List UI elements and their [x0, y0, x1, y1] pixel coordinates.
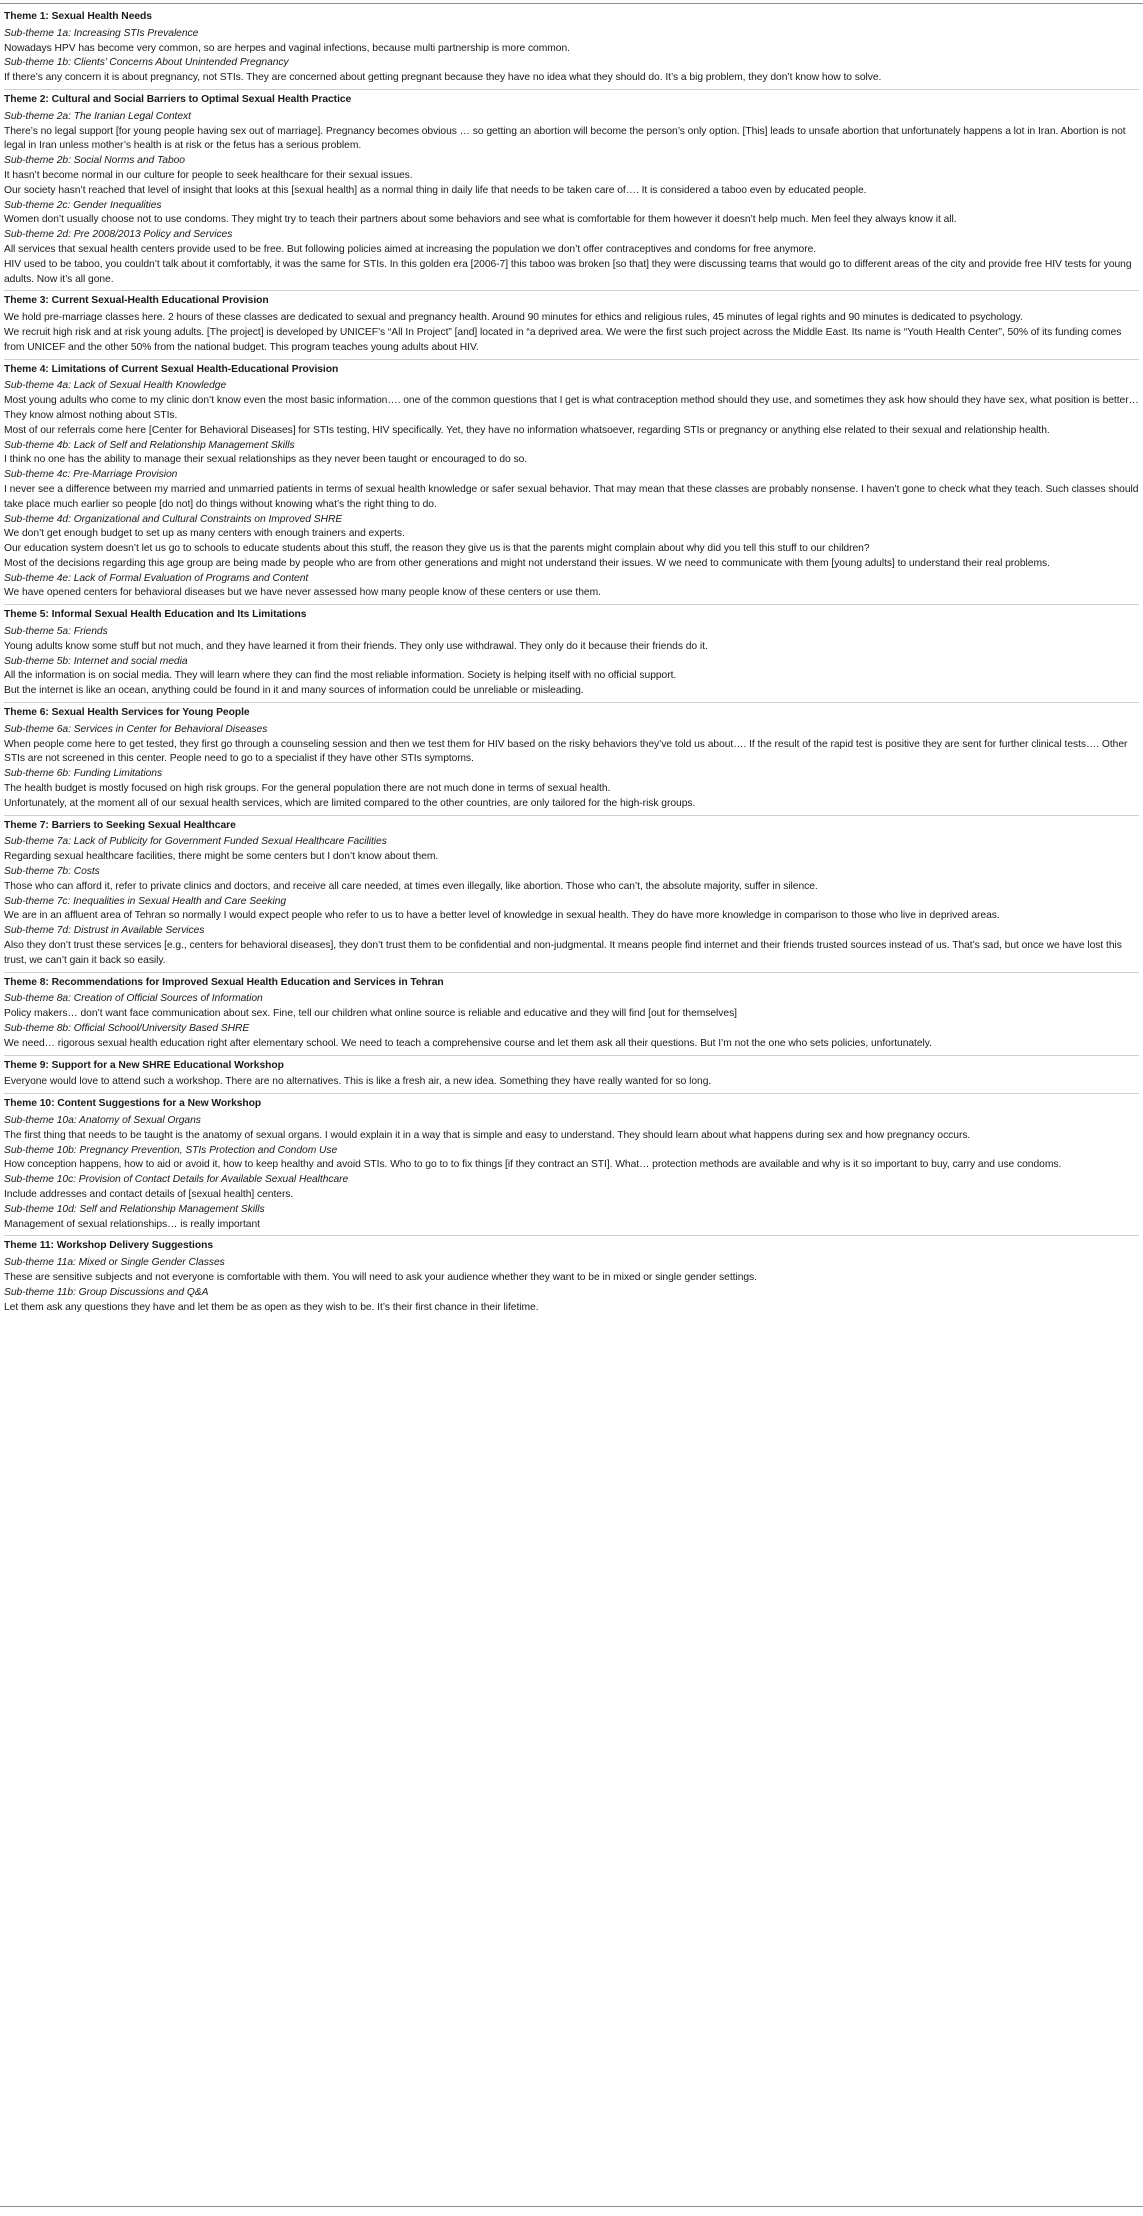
subtheme-heading: Sub-theme 10c: Provision of Contact Details for Available Sexual Healthcare — [4, 1174, 349, 1186]
subtheme-heading: Sub-theme 6b: Funding Limitations — [4, 768, 163, 780]
subtheme-heading: Sub-theme 2c: Gender Inequalities — [4, 199, 162, 211]
quote-text: How conception happens, how to aid or avoid it, how to keep healthy and avoid STIs. Who to go to to fix things [if they contract an STI]. What… protection methods are available and why is it so important to buy, carry and use condoms. — [4, 1159, 1062, 1171]
quote-text: Our society hasn’t reached that level of insight that looks at this [sexual health] as a normal thing in daily life that needs to be taken care of…. It is considered a taboo even by educated people. — [4, 184, 867, 196]
subtheme-heading: Sub-theme 10a: Anatomy of Sexual Organs — [4, 1114, 201, 1126]
quote-text: Everyone would love to attend such a workshop. There are no alternatives. This is like a fresh air, a new idea. Something they have really wanted for so long. — [4, 1076, 712, 1088]
subtheme-heading: Sub-theme 10b: Pregnancy Prevention, STIs Protection and Condom Use — [4, 1144, 338, 1156]
table-bottom-rule — [0, 2206, 1143, 2207]
subtheme-heading: Sub-theme 5a: Friends — [4, 626, 108, 638]
quote-text: Those who can afford it, refer to private clinics and doctors, and receive all care needed, at times even illegally, like abortion. Those who can’t, the absolute majority, suffer in silence. — [4, 880, 818, 892]
quote-text: Unfortunately, at the moment all of our sexual health services, which are limited compared to the other countries, are only tailored for the high-risk groups. — [4, 797, 696, 809]
quote-text: HIV used to be taboo, you couldn’t talk about it comfortably, it was the same for STIs. In this golden era [2006-7] this taboo was broken [so that] they were discussing teams that would go to different areas of the city and provide free HIV tests for young adults. Now it’s all gone. — [4, 258, 1132, 285]
subtheme-heading: Sub-theme 1a: Increasing STIs Prevalence — [4, 27, 199, 39]
subtheme-heading: Sub-theme 2d: Pre 2008/2013 Policy and Services — [4, 229, 233, 241]
quote-text: We don’t get enough budget to set up as many centers with enough trainers and experts. — [4, 528, 405, 540]
subtheme-heading: Sub-theme 1b: Clients’ Concerns About Unintended Pregnancy — [4, 57, 289, 69]
theme-section — [4, 1059, 1139, 1095]
subtheme-heading: Sub-theme 11b: Group Discussions and Q&A — [4, 1286, 209, 1298]
subtheme-heading: Sub-theme 6a: Services in Center for Behavioral Diseases — [4, 723, 268, 735]
subtheme-heading: Sub-theme 11a: Mixed or Single Gender Classes — [4, 1257, 225, 1269]
theme-section — [4, 10, 1139, 90]
quote-text: Let them ask any questions they have and let them be as open as they wish to be. It’s their first chance in their lifetime. — [4, 1301, 539, 1313]
theme-section — [4, 706, 1139, 816]
subtheme-heading: Sub-theme 7c: Inequalities in Sexual Health and Care Seeking — [4, 895, 287, 907]
subtheme-heading: Sub-theme 4d: Organizational and Cultural Constraints on Improved SHRE — [4, 513, 343, 525]
theme-heading: Theme 4: Limitations of Current Sexual Health-Educational Provision — [4, 363, 339, 375]
quote-text: Most of the decisions regarding this age group are being made by people who are from other generations and might not understand their issues. W we need to communicate with them [young adults] to understand their real problems. — [4, 557, 1050, 569]
theme-heading: Theme 5: Informal Sexual Health Education and Its Limitations — [4, 609, 307, 621]
quote-text: All the information is on social media. They will learn where they can find the most reliable information. Society is helping itself with no official support. — [4, 670, 677, 682]
quote-text: Also they don’t trust these services [e.g., centers for behavioral diseases], they don’t trust them to be confidential and non-judgmental. It means people find internet and their friends trusted sources instead of us. That’s sad, but once we have lost this trust, we can’t gain it back so easily. — [4, 940, 1122, 966]
subtheme-heading: Sub-theme 2b: Social Norms and Taboo — [4, 155, 185, 167]
quote-text: We need… rigorous sexual health education right after elementary school. We need to teach a comprehensive course and let them ask all their questions. But I’m not the one who sets policies, unfortunately. — [4, 1037, 932, 1049]
quote-text: Women don’t usually choose not to use condoms. They might try to teach their partners about some behaviors and see what is comfortable for them however it doesn’t help much. Men feel they always know it all. — [4, 214, 957, 226]
theme-section — [4, 608, 1139, 703]
theme-section — [4, 976, 1139, 1056]
quote-text: But the internet is like an ocean, anything could be found in it and many sources of information could be unreliable or misleading. — [4, 685, 584, 697]
quote-text: All services that sexual health centers provide used to be free. But following policies aimed at increasing the population we don’t offer contraceptives and condoms for free anymore. — [4, 243, 817, 255]
theme-heading: Theme 1: Sexual Health Needs — [4, 11, 152, 22]
quote-text: There’s no legal support [for young people having sex out of marriage]. Pregnancy becomes obvious … so getting an abortion will become the person’s only option. [This] leads to unsafe abortion that unfortunately happens a lot in Iran. Abortion is not legal in Iran unless mother’s health is at risk or the fetus has a serious problem. — [4, 125, 1126, 152]
quote-text: I never see a difference between my married and unmarried patients in terms of sexual health knowledge or safer sexual behavior. That may mean that these classes are probably nonsense. I haven’t gone to check what they teach. Such classes should take place much earlier so people [do not] do things without knowing what’s the right thing to do. — [4, 483, 1139, 510]
subtheme-heading: Sub-theme 2a: The Iranian Legal Context — [4, 110, 191, 122]
quote-text: Nowadays HPV has become very common, so are herpes and vaginal infections, because multi partnership is more common. — [4, 42, 570, 54]
quote-text: Include addresses and contact details of [sexual health] centers. — [4, 1188, 294, 1200]
quote-text: Management of sexual relationships… is really important — [4, 1218, 260, 1230]
theme-section — [4, 1097, 1139, 1236]
subtheme-heading: Sub-theme 4a: Lack of Sexual Health Knowledge — [4, 380, 227, 392]
quote-text: When people come here to get tested, they first go through a counseling session and then we test them for HIV based on the risky behaviors they’ve told us about…. If the result of the rapid test is positive they are sent for further clinical tests…. Other STIs are not screened in this center. People need to go to a specialist if they have other STIs symptoms. — [4, 738, 1128, 765]
subtheme-heading: Sub-theme 4e: Lack of Formal Evaluation of Programs and Content — [4, 572, 309, 584]
subtheme-heading: Sub-theme 10d: Self and Relationship Management Skills — [4, 1203, 265, 1215]
quote-text: We are in an affluent area of Tehran so normally I would expect people who refer to us to have a better level of knowledge in sexual health. They do have more knowledge in comparison to those who live in deprived areas. — [4, 910, 1000, 922]
theme-section — [4, 294, 1139, 359]
theme-section — [4, 363, 1139, 606]
quote-text: We hold pre-marriage classes here. 2 hours of these classes are dedicated to sexual and pregnancy health. Around 90 minutes for ethics and religious rules, 45 minutes of legal rights and 90 minutes is dedicated to psychology. — [4, 312, 1023, 324]
quote-text: Most of our referrals come here [Center for Behavioral Diseases] for STIs testing, HIV specifically. Yet, they have no information whatsoever, regarding STIs or pregnancy or anything else related to their sexual and relationship health. — [4, 424, 1050, 436]
subtheme-heading: Sub-theme 7b: Costs — [4, 866, 100, 878]
quote-text: Most young adults who come to my clinic don’t know even the most basic information…. one of the common questions that I get is what contraception method should they use, and sometimes they ask how should they have sex, what position is better… They know almost nothing about STIs. — [4, 395, 1139, 421]
theme-heading: Theme 8: Recommendations for Improved Sexual Health Education and Services in Tehran — [4, 976, 444, 988]
subtheme-heading: Sub-theme 5b: Internet and social media — [4, 655, 188, 667]
subtheme-heading: Sub-theme 4c: Pre-Marriage Provision — [4, 469, 178, 481]
quote-text: The first thing that needs to be taught is the anatomy of sexual organs. I would explain it in a way that is simple and easy to understand. They should learn about what happens during sex and how pregnancy occurs. — [4, 1129, 971, 1141]
quote-text: Young adults know some stuff but not much, and they have learned it from their friends. They only use withdrawal. They only do it because their friends do it. — [4, 640, 708, 652]
quote-text: We have opened centers for behavioral diseases but we have never assessed how many people know of these centers or use them. — [4, 587, 601, 599]
theme-heading: Theme 11: Workshop Delivery Suggestions — [4, 1240, 214, 1252]
theme-section — [4, 819, 1139, 973]
subtheme-heading: Sub-theme 8b: Official School/University Based SHRE — [4, 1023, 250, 1034]
quote-text: We recruit high risk and at risk young adults. [The project] is developed by UNICEF’s “All In Project” [and] located in “a deprived area. We were the first such project across the Middle East. Its name is “Youth Health Center”, 50% of its funding comes from UNICEF and the other 50% from the national budget. This program teaches young adults about HIV. — [4, 326, 1122, 353]
quote-text: If there’s any concern it is about pregnancy, not STIs. They are concerned about getting pregnant because they have no idea what they should do. It’s a big problem, they don’t know how to solve. — [4, 72, 882, 84]
subtheme-heading: Sub-theme 8a: Creation of Official Sources of Information — [4, 993, 263, 1005]
theme-section — [4, 93, 1139, 291]
theme-heading: Theme 9: Support for a New SHRE Educational Workshop — [4, 1059, 284, 1071]
theme-heading: Theme 3: Current Sexual-Health Educational Provision — [4, 295, 269, 307]
theme-heading: Theme 10: Content Suggestions for a New Workshop — [4, 1098, 262, 1110]
quote-text: I think no one has the ability to manage their sexual relationships as they never been taught or encouraged to do so. — [4, 454, 528, 466]
quote-text: Regarding sexual healthcare facilities, there might be some centers but I don’t know about them. — [4, 851, 439, 863]
theme-section — [4, 1239, 1139, 1318]
theme-heading: Theme 7: Barriers to Seeking Sexual Healthcare — [4, 819, 236, 831]
quote-text: These are sensitive subjects and not everyone is comfortable with them. You will need to ask your audience whether they want to be in mixed or single gender settings. — [4, 1271, 757, 1283]
subtheme-heading: Sub-theme 4b: Lack of Self and Relationship Management Skills — [4, 439, 295, 451]
quote-text: Our education system doesn’t let us go to schools to educate students about this stuff, the reason they give us is that the parents might complain about why did you tell this stuff to our children? — [4, 543, 870, 555]
subtheme-heading: Sub-theme 7d: Distrust in Available Services — [4, 925, 205, 937]
quote-text: It hasn’t become normal in our culture for people to seek healthcare for their sexual issues. — [4, 169, 413, 181]
subtheme-heading: Sub-theme 7a: Lack of Publicity for Government Funded Sexual Healthcare Facilities — [4, 836, 387, 848]
quote-text: The health budget is mostly focused on high risk groups. For the general population there are not much done in terms of sexual health. — [4, 783, 611, 795]
theme-heading: Theme 2: Cultural and Social Barriers to Optimal Sexual Health Practice — [4, 93, 352, 105]
theme-heading: Theme 6: Sexual Health Services for Young People — [4, 707, 250, 719]
quote-text: Policy makers… don’t want face communication about sex. Fine, tell our children what online source is reliable and educative and they will find [out for themselves] — [4, 1008, 737, 1020]
